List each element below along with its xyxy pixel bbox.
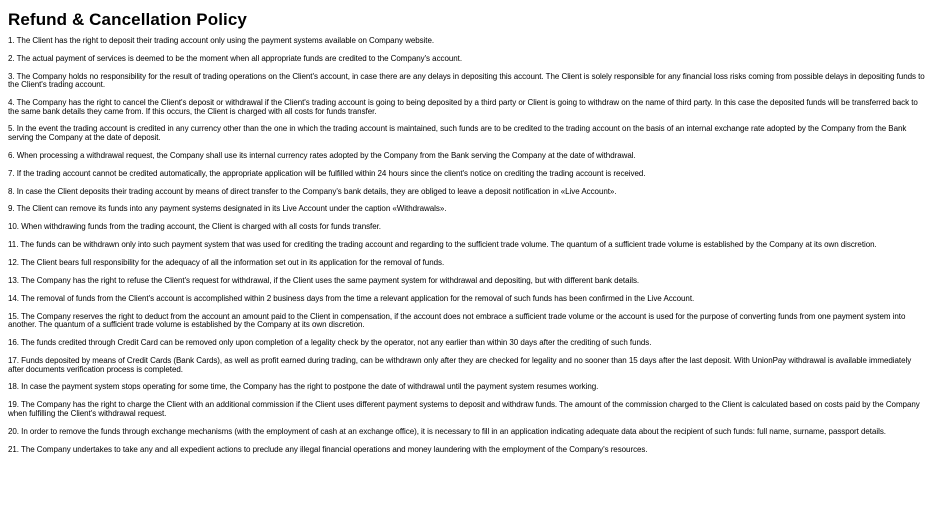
policy-item-18: 18. In case the payment system stops operating for some time, the Company has the right to postpone the date of withdrawal until the payment system resumes working. [8,382,599,392]
policy-item-15: 15. The Company reserves the right to deduct from the account an amount paid to the Client in compensation, if the account does not embrace a sufficient trade volume or the account is used for the purpose of converting funds from one payment system into another. The quantum of a sufficient trade volume is established by the Company at its own discretion. [8,311,906,330]
policy-item-5: 5. In the event the trading account is credited in any currency other than the one in which the trading account is maintained, such funds are to be credited to the trading account on the basis of an internal exchange rate adopted by the Company from the Bank serving the Company at the date of deposit. [8,124,907,142]
policy-item-2: 2. The actual payment of services is deemed to be the moment when all appropriate funds are credited to the Company's account. [8,53,463,63]
policy-item-14: 14. The removal of funds from the Client's account is accomplished within 2 business days from the time a relevant application for the removal of such funds has been confirmed in the Live Account. [8,294,695,303]
policy-item-7: 7. If the trading account cannot be credited automatically, the appropriate application will be fulfilled within 24 hours since the client's notice on crediting the trading account is received. [8,168,646,178]
policy-item-6: 6. When processing a withdrawal request, the Company shall use its internal currency rates adopted by the Company from the Bank serving the Company at the date of withdrawal. [8,150,636,160]
policy-item-3: 3. The Company holds no responsibility for the result of trading operations on the Client's account, in case there are any delays in depositing this account. The Client is solely responsible for any financial loss risks coming from possible delays in depositing funds to the Client's trading account. [8,71,925,90]
policy-list [8,37,928,454]
policy-item-17: 17. Funds deposited by means of Credit Cards (Bank Cards), as well as profit earned during trading, can be withdrawn only after they are checked for legality and no sooner than 15 days after the last deposit. With UnionPay withdrawal is available immediately after documents verification process is completed. [8,356,912,374]
page-title: Refund & Cancellation Policy [8,10,247,29]
policy-item-20: 20. In order to remove the funds through exchange mechanisms (with the employment of cash at an exchange office), it is necessary to fill in an application indicating adequate data about the recipient of such funds: full name, surname, passport details. [8,426,886,436]
policy-item-1: 1. The Client has the right to deposit their trading account only using the payment systems available on Company website. [8,36,435,45]
policy-item-12: 12. The Client bears full responsibility for the adequacy of all the information set out in its application for the removal of funds. [8,258,445,268]
policy-item-19: 19. The Company has the right to charge the Client with an additional commission if the Client uses different payment systems to deposit and withdraw funds. The amount of the commission charged to the Client is calculated based on costs paid by the Company when fulfilling the Client's withdrawal request. [8,400,920,418]
policy-item-9: 9. The Client can remove its funds into any payment systems designated in its Live Account under the caption «Withdrawals». [8,204,447,214]
policy-item-11: 11. The funds can be withdrawn only into such payment system that was used for crediting the trading account and regarding to the sufficient trade volume. The quantum of a sufficient trade volume is established by the Company at its own discretion. [8,240,877,250]
policy-item-4: 4. The Company has the right to cancel the Client's deposit or withdrawal if the Client's trading account is going to being deposited by a third party or Client is going to withdraw on the name of third party. In this case the deposited funds will be transferred back to the same bank details they came from. If this occurs, the Client is charged with all costs for funds transfer. [8,98,918,116]
policy-item-8: 8. In case the Client deposits their trading account by means of direct transfer to the Company's bank details, they are obliged to leave a deposit notification in «Live Account». [8,186,617,196]
policy-item-10: 10. When withdrawing funds from the trading account, the Client is charged with all costs for funds transfer. [8,222,381,232]
policy-item-21: 21. The Company undertakes to take any and all expedient actions to preclude any illegal financial operations and money laundering with the employment of the Company's resources. [8,444,648,454]
policy-item-16: 16. The funds credited through Credit Card can be removed only upon completion of a legality check by the operator, not any earlier than within 30 days after the crediting of such funds. [8,338,652,348]
policy-item-13: 13. The Company has the right to refuse the Client's request for withdrawal, if the Client uses the same payment system for withdrawal and depositing, but with different bank details. [8,276,640,286]
